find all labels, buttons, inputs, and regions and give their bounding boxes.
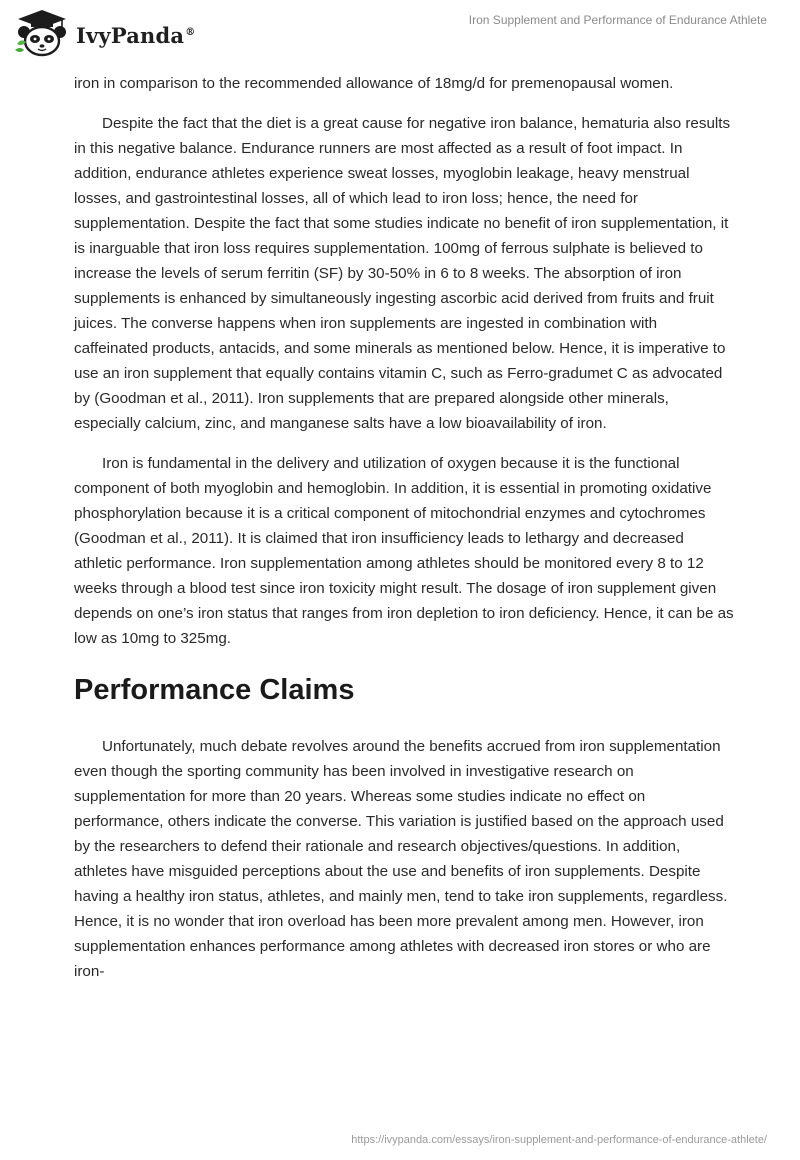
- paragraph-continued: iron in comparison to the recommended allowance of 18mg/d for premenopausal women.: [74, 75, 674, 92]
- essay-body: [74, 71, 734, 999]
- paragraph-performance: Unfortunately, much debate revolves around the benefits accrued from iron supplementation even though the sporting community has been involved in investigative research on supplementation for more than 20 years. Whereas some studies indicate no effect on performance, others indicate the converse. This variation is justified based on the approach used by the researchers to defend their rationale and research objectives/questions. In addition, athletes have misguided perceptions about the use and benefits of iron supplements. Despite having a healthy iron status, athletes, and mainly men, tend to take iron supplements, regardless. Hence, it is no wonder that iron overload has been more prevalent among men. However, iron supplementation enhances performance among athletes with decreased iron stores or who are iron-: [74, 738, 728, 980]
- paragraph-hematuria: Despite the fact that the diet is a great cause for negative iron balance, hematuria also results in this negative balance. Endurance runners are most affected as a result of foot impact. In addition, endurance athletes experience sweat losses, myoglobin leakage, heavy menstrual losses, and gastrointestinal losses, all of which lead to iron loss; hence, the need for supplementation. Despite the fact that some studies indicate no benefit of iron supplementation, it is inarguable that iron loss requires supplementation. 100mg of ferrous sulphate is believed to increase the levels of serum ferritin (SF) by 30-50% in 6 to 8 weeks. The absorption of iron supplements is enhanced by simultaneously ingesting ascorbic acid derived from fruits and fruit juices. The converse happens when iron supplements are ingested in combination with caffeinated products, antacids, and some minerals as mentioned below. Hence, it is imperative to use an iron supplement that equally contains vitamin C, such as Ferro-gradumet C as advocated by (Goodman et al., 2011). Iron supplements that are prepared alongside other minerals, especially calcium, zinc, and manganese salts have a low bioavailability of iron.: [74, 115, 731, 432]
- source-url[interactable]: https://ivypanda.com/essays/iron-supplement-and-performance-of-endurance-athlete/: [351, 1134, 767, 1146]
- registered-mark: ®: [185, 26, 196, 38]
- brand-logo[interactable]: [14, 8, 195, 58]
- page-header: [0, 0, 800, 64]
- section-heading: Performance Claims: [74, 674, 355, 706]
- paragraph-iron-function: Iron is fundamental in the delivery and utilization of oxygen because it is the functional component of both myoglobin and hemoglobin. In addition, it is essential in promoting oxidative phosphorylation because it is a critical component of mitochondrial enzymes and cytochromes (Goodman et al., 2011). It is claimed that iron insufficiency leads to lethargy and decreased athletic performance. Iron supplementation among athletes should be monitored every 8 to 12 weeks through a blood test since iron toxicity might result. The dosage of iron supplement given depends on one’s iron status that ranges from iron depletion to iron deficiency. Hence, it can be as low as 10mg to 325mg.: [74, 455, 734, 647]
- brand-name: IvyPanda®: [76, 22, 196, 48]
- document-title: Iron Supplement and Performance of Endurance Athlete: [468, 13, 767, 27]
- panda-graduate-logo-icon: [14, 8, 70, 58]
